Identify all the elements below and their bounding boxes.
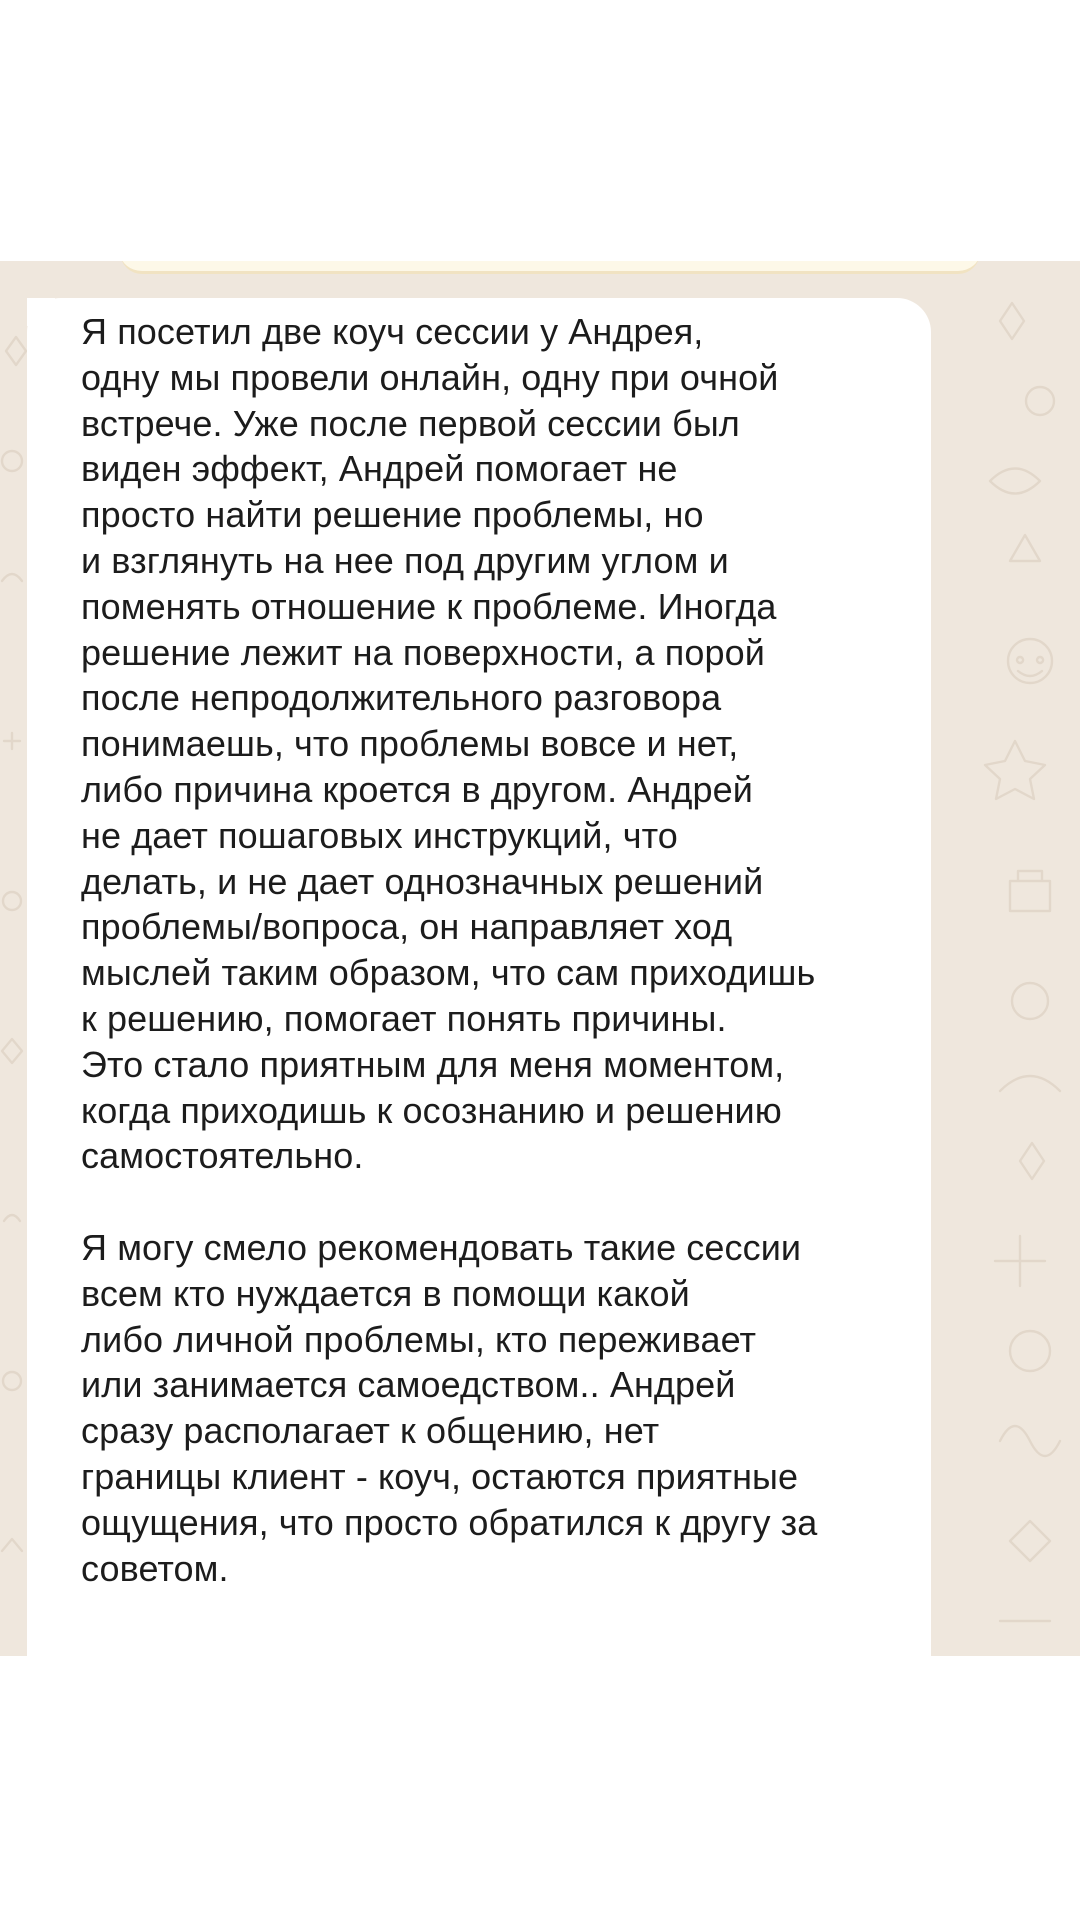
message-line: решение лежит на поверхности, а порой	[81, 631, 765, 673]
message-line: виден эффект, Андрей помогает не	[81, 448, 678, 490]
chat-area[interactable]	[0, 261, 1080, 1656]
message-bubble-tail	[27, 298, 55, 326]
message-text	[81, 309, 921, 1591]
message-line: к решению, помогает понять причины.	[81, 997, 727, 1039]
message-paragraph-2	[81, 1225, 921, 1591]
message-line: ощущения, что просто обратился к другу за	[81, 1501, 818, 1543]
message-line: советом.	[81, 1547, 229, 1589]
message-line: сразу располагает к общению, нет	[81, 1410, 660, 1452]
message-paragraph-1	[81, 309, 921, 1179]
message-line: мыслей таким образом, что сам приходишь	[81, 952, 816, 994]
message-line: Это стало приятным для меня моментом,	[81, 1043, 785, 1085]
message-line: встрече. Уже после первой сессии был	[81, 402, 740, 444]
message-line: либо причина кроется в другом. Андрей	[81, 768, 753, 810]
message-line: после непродолжительного разговора	[81, 677, 722, 719]
message-line: проблемы/вопроса, он направляет ход	[81, 906, 733, 948]
message-line: или занимается самоедством.. Андрей	[81, 1364, 736, 1406]
message-line: понимаешь, что проблемы вовсе и нет,	[81, 723, 739, 765]
message-line: одну мы провели онлайн, одну при очной	[81, 356, 779, 398]
message-line: делать, и не дает однозначных решений	[81, 860, 764, 902]
paragraph-gap	[81, 1179, 921, 1225]
previous-message-bubble	[120, 261, 980, 274]
message-line: всем кто нуждается в помощи какой	[81, 1272, 690, 1314]
message-line: самостоятельно.	[81, 1135, 364, 1177]
message-line: когда приходишь к осознанию и решению	[81, 1089, 782, 1131]
message-line: и взглянуть на нее под другим углом и	[81, 539, 729, 581]
message-line: просто найти решение проблемы, но	[81, 494, 704, 536]
message-line: либо личной проблемы, кто переживает	[81, 1318, 757, 1360]
message-line: Я могу смело рекомендовать такие сессии	[81, 1226, 802, 1268]
message-line: Я посетил две коуч сессии у Андрея,	[81, 311, 704, 352]
message-line: границы клиент - коуч, остаются приятные	[81, 1455, 799, 1497]
message-line: поменять отношение к проблеме. Иногда	[81, 585, 777, 627]
message-line: не дает пошаговых инструкций, что	[81, 814, 678, 856]
